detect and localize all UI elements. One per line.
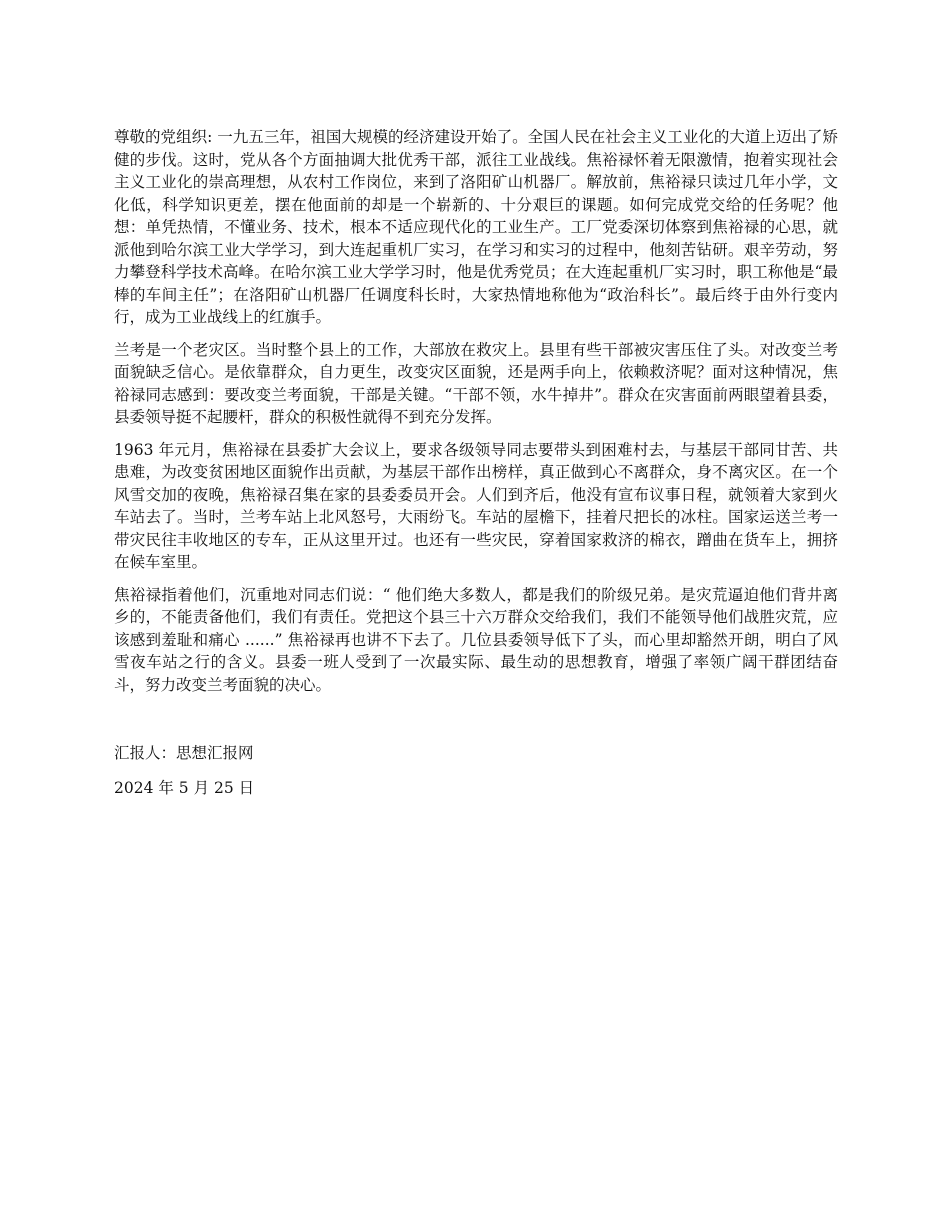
paragraph-4: 焦裕禄指着他们，沉重地对同志们说：“ 他们绝大多数人，都是我们的阶级兄弟。是灾荒逼迫他们背井离乡的，不能责备他们，我们有责任。党把这个县三十六万群众交给我们，我们不能领导他们战胜灾荒，应该感到羞耻和痛心 ......” 焦裕禄再也讲不下去了。几位县委领导低下了头，而心里却豁然开朗，明白了风雪夜车站之行的含义。县委一班人受到了一次最实际、最生动的思想教育，增强了率领广阔干群团结奋斗，努力改变兰考面貌的决心。 bbox=[114, 585, 838, 694]
document-body bbox=[114, 126, 838, 799]
signature-spacer bbox=[114, 706, 838, 742]
paragraph-2: 兰考是一个老灾区。当时整个县上的工作，大部放在救灾上。县里有些干部被灾害压住了头。对改变兰考面貌缺乏信心。是依靠群众，自力更生，改变灾区面貌，还是两手向上，依赖救济呢？面对这种情况，焦裕禄同志感到：要改变兰考面貌，干部是关键。“干部不领，水牛掉井”。群众在灾害面前两眼望着县委，县委领导挺不起腰杆，群众的积极性就得不到充分发挥。 bbox=[114, 340, 838, 426]
date-line: 2024 年 5 月 25 日 bbox=[114, 778, 255, 797]
reporter-line: 汇报人：思想汇报网 bbox=[114, 744, 254, 762]
paragraph-1: 尊敬的党组织: 一九五三年，祖国大规模的经济建设开始了。全国人民在社会主义工业化的大道上迈出了矫健的步伐。这时，党从各个方面抽调大批优秀干部，派往工业战线。焦裕禄怀着无限激情，抱着实现社会主义工业化的崇高理想，从农村工作岗位，来到了洛阳矿山机器厂。解放前，焦裕禄只读过几年小学，文化低，科学知识更差，摆在他面前的却是一个崭新的、十分艰巨的课题。如何完成党交给的任务呢？他想：单凭热情，不懂业务、技术，根本不适应现代化的工业生产。工厂党委深切体察到焦裕禄的心思，就派他到哈尔滨工业大学学习，到大连起重机厂实习，在学习和实习的过程中，他刻苦钻研。艰辛劳动，努力攀登科学技术高峰。在哈尔滨工业大学学习时，他是优秀党员；在大连起重机厂实习时，职工称他是“最棒的车间主任”；在洛阳矿山机器厂任调度科长时，大家热情地称他为“政治科长”。最后终于由外行变内行，成为工业战线上的红旗手。 bbox=[114, 128, 838, 326]
paragraph-3: 1963 年元月，焦裕禄在县委扩大会议上，要求各级领导同志要带头到困难村去，与基层干部同甘苦、共患难，为改变贫困地区面貌作出贡献，为基层干部作出榜样，真正做到心不离群众，身不离灾区。在一个风雪交加的夜晚，焦裕禄召集在家的县委委员开会。人们到齐后，他没有宣布议事日程，就领着大家到火车站去了。当时，兰考车站上北风怒号，大雨纷飞。车站的屋檐下，挂着尺把长的冰柱。国家运送兰考一带灾民往丰收地区的专车，正从这里开过。也还有一些灾民，穿着国家救济的棉衣，蹭曲在货车上，拥挤在候车室里。 bbox=[114, 440, 838, 571]
